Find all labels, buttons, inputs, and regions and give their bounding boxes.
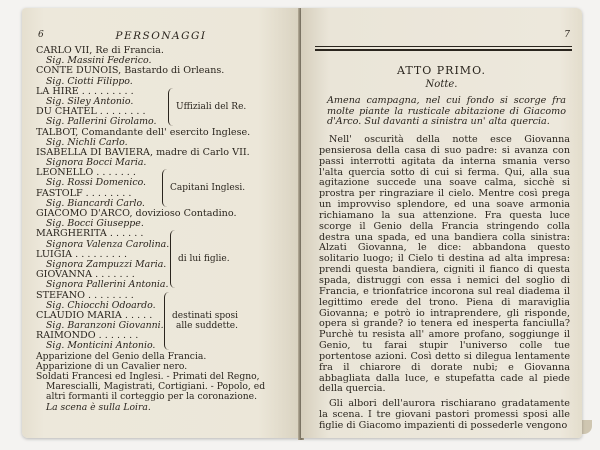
cast-name: ISABELLA DI BAVIERA, madre di Carlo VII.	[36, 146, 250, 158]
cast-actor: Sig. Baranzoni Giovanni.	[46, 320, 164, 332]
cast-name: CONTE DUNOIS, Bastardo di Orleans.	[36, 65, 225, 77]
cast-actor: Signora Pallerini Antonia.	[46, 279, 169, 291]
footer-line: Apparizione di un Cavalier nero.	[36, 360, 188, 372]
group-capitani	[36, 168, 292, 209]
left-page	[22, 8, 300, 438]
cast-name: CLAUDIO MARIA . . . . .	[36, 309, 153, 321]
stage-direction: Amena campagna, nel cui fondo si scorge fra molte piante la rusticale abitazione di Giacomo d'Arco. Sul davanti a sinistra un' alta quercia.	[327, 95, 566, 128]
brace	[164, 292, 169, 350]
footer-line: Apparizione del Genio della Francia.	[36, 350, 207, 362]
bracket-label-ufficiali: Uffiziali del Re.	[176, 101, 247, 112]
scene-location: La scena è sulla Loira.	[46, 401, 151, 413]
act-title: ATTO PRIMO.	[397, 64, 486, 77]
cast-actor: Sig. Massini Federico.	[46, 55, 152, 67]
cast-name: GIOVANNA . . . . . . .	[36, 269, 135, 281]
footer-line: altri formanti il corteggio per la coronazione.	[46, 391, 258, 403]
cast-actor: Sig. Ciotti Filippo.	[46, 75, 133, 87]
cast-name: LUIGIA . . . . . . . . .	[36, 248, 128, 260]
left-page-number: 6	[38, 30, 44, 40]
bracket-label-capitani: Capitani Inglesi.	[170, 183, 246, 194]
group-figlie	[36, 229, 292, 290]
cast-list	[36, 46, 292, 413]
paragraph: Gli albori dell'aurora rischiarano gradatamente la scena. I tre giovani pastori promessi sposi alle figlie di Giacomo impazienti di possederle vengono	[319, 398, 570, 431]
group-ufficiali	[36, 87, 292, 128]
cast-name: DU CHATEL . . . . . . . .	[36, 106, 146, 118]
top-rule	[315, 49, 572, 51]
cast-actor: Sig. Biancardi Carlo.	[46, 197, 145, 209]
bracket-label-sposi: alle suddette.	[176, 320, 238, 331]
cast-actor: Signora Bocci Maria.	[46, 157, 147, 169]
bracket-label-figlie: di lui figlie.	[178, 254, 230, 265]
brace	[168, 88, 173, 126]
cast-actor: Signora Valenza Carolina.	[46, 238, 170, 250]
cast-name: RAIMONDO . . . . . . .	[36, 330, 139, 342]
open-book	[22, 8, 582, 440]
brace	[170, 230, 175, 288]
bracket-label-sposi: destinati sposi	[172, 310, 239, 321]
cast-actor: Sig. Nichli Carlo.	[46, 136, 128, 148]
right-page	[301, 8, 582, 438]
brace	[162, 169, 167, 207]
right-page-number: 7	[564, 30, 570, 40]
cast-name: LA HIRE . . . . . . . . .	[36, 85, 134, 97]
footer-line: Soldati Francesi ed Inglesi. - Primati del Regno,	[36, 371, 260, 382]
cast-name: TALBOT, Comandante dell' esercito Inglese.	[36, 126, 251, 138]
cast-actor: Sig. Siley Antonio.	[46, 95, 134, 107]
group-sposi	[36, 291, 292, 352]
cast-actor: Signora Zampuzzi Maria.	[46, 258, 167, 270]
body-text	[319, 135, 570, 432]
cast-name: LEONELLO . . . . . . .	[36, 167, 136, 179]
paragraph: Nell' oscurità della notte esce Giovanna pensierosa della casa di suo padre: si avanza con passi interrotti agitata da interna smania verso l'alta quercia sotto di cui si ferma. Qui, alla sua agitazione succede una soave calma, sicchè si prostra per ringraziare il cielo. Mentre così prega un improvviso splendore, ed una soave armonia richiamano la sua attenzione. Fra questa luce scorge il Genio della Francia stringendo colla destra una spada, ed una bandiera colla sinistra: Alzati Giovanna, le dice: abbandona questo solitario luogo; il Cielo ti destina ad alta impresa: prendi questa bandiera, cigniti il fianco di questa spada, distruggi con essa i nemici del soglio di Francia, e trionfatrice incorona sul real diadema il legittimo erede del trono. Piena di maraviglia Giovanna; e potrò io intraprendere, gli risponde, opera sì grande? io tenera ed inesperta fanciulla? Purchè tu resista all' amore profano, soggiunge il Genio, tu farai stupir l'universo colle tue portentose azioni. Così detto si dilegua lentamente fra il chiarore di dorate nubi; e Giovanna abbagliata dalla luce, e stupefatta cade al piede della quercia.	[319, 134, 570, 395]
cast-name: MARGHERITA . . . . . .	[36, 228, 144, 240]
act-subtitle: Notte.	[425, 79, 458, 90]
cast-actor: Sig. Monticini Antonio.	[46, 340, 156, 352]
cast-actor: Sig. Bocci Giuseppe.	[46, 218, 144, 230]
cast-name: CARLO VII, Re di Francia.	[36, 45, 164, 56]
top-rule	[315, 46, 572, 47]
cast-actor: Sig. Chiocchi Odoardo.	[46, 299, 156, 311]
cast-actor: Sig. Rossi Domenico.	[46, 177, 147, 189]
cast-actor: Sig. Pallerini Girolamo.	[46, 116, 157, 128]
cast-name: STEFANO . . . . . . . .	[36, 289, 134, 301]
cast-name: GIACOMO D'ARCO, dovizioso Contadino.	[36, 208, 237, 219]
cast-name: FASTOLF . . . . . . . .	[36, 187, 132, 199]
footer-line: Marescialli, Magistrati, Cortigiani. - Popolo, ed	[46, 381, 266, 393]
running-head-personaggi: PERSONAGGI	[115, 30, 207, 42]
